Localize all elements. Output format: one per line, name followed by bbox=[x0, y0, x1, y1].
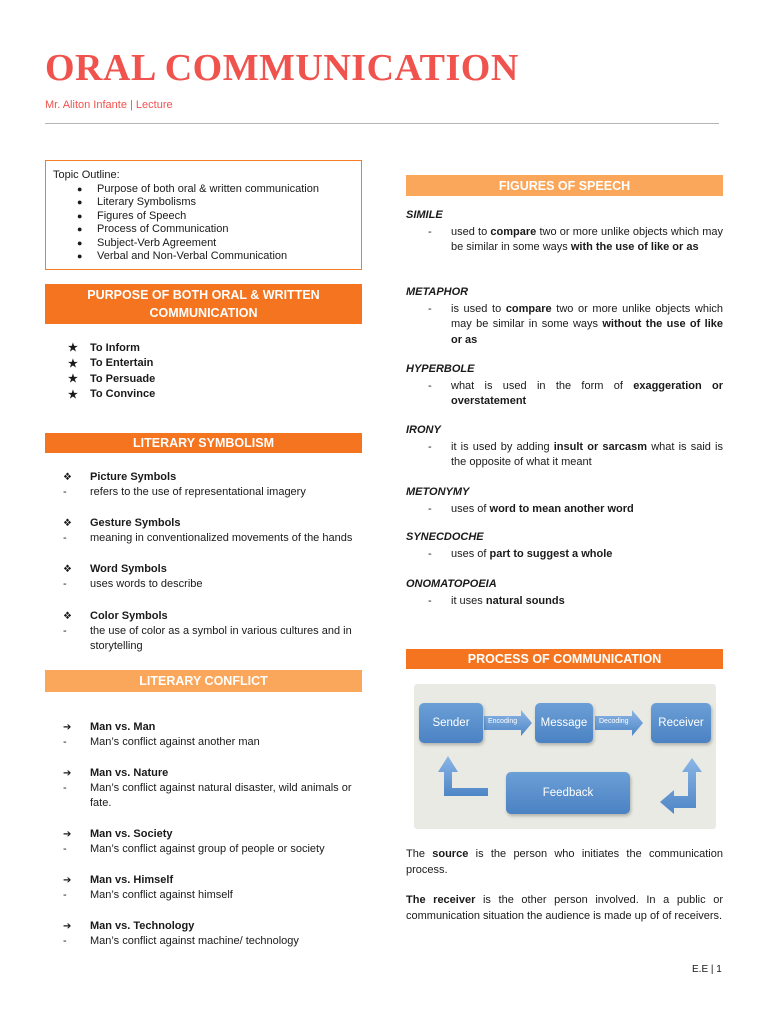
list-item: ● Subject-Verb Agreement bbox=[77, 237, 353, 251]
list-item: ★ To Inform bbox=[68, 341, 140, 355]
topic-outline-label: Topic Outline: bbox=[53, 169, 120, 181]
topic-outline-box bbox=[45, 160, 362, 270]
list-item: ★ To Entertain bbox=[68, 357, 154, 370]
symbol-entry: ❖ Gesture Symbols - meaning in conventionalized movements of the hands bbox=[63, 517, 353, 544]
list-item: ● Literary Symbolisms bbox=[77, 196, 353, 210]
symbol-entry: ❖ Color Symbols - the use of color as a symbol in various cultures and in storytelling bbox=[63, 610, 352, 652]
conflict-heading: LITERARY CONFLICT bbox=[45, 670, 362, 692]
purpose-heading: PURPOSE OF BOTH ORAL & WRITTEN COMMUNICATION bbox=[45, 284, 362, 324]
conflict-entry: ➔ Man vs. Nature - Man’s conflict against natural disaster, wild animals or fate. bbox=[63, 767, 352, 809]
star-icon: ★ bbox=[68, 357, 78, 370]
figure-metonymy: METONYMY - uses of word to mean another word bbox=[406, 486, 634, 515]
conflict-entry: ➔ Man vs. Man - Man’s conflict against another man bbox=[63, 721, 260, 748]
page-number: E.E | 1 bbox=[692, 964, 722, 975]
figure-synecdoche: SYNECDOCHE - uses of part to suggest a whole bbox=[406, 531, 613, 560]
arrow-right-icon: ➔ bbox=[63, 875, 72, 886]
figure-onomatopoeia: ONOMATOPOEIA - it uses natural sounds bbox=[406, 578, 565, 607]
symbol-entry: ❖ Word Symbols - uses words to describe bbox=[63, 563, 203, 590]
figures-heading: FIGURES OF SPEECH bbox=[406, 175, 723, 196]
list-item: ● Verbal and Non-Verbal Communication bbox=[77, 250, 353, 264]
header-divider bbox=[45, 123, 719, 124]
left-feedback-arrow bbox=[438, 756, 488, 796]
sender-box: Sender bbox=[419, 703, 483, 743]
feedback-box: Feedback bbox=[506, 772, 630, 814]
topic-outline-list bbox=[77, 183, 353, 264]
list-item: ● Process of Communication bbox=[77, 223, 353, 237]
conflict-entry: ➔ Man vs. Society - Man’s conflict against group of people or society bbox=[63, 828, 325, 855]
figure-simile: SIMILE - used to compare two or more unlike objects which may be similar in some ways with the use of like or as bbox=[406, 209, 724, 253]
list-item: ★ To Persuade bbox=[68, 372, 156, 386]
list-item: ● Purpose of both oral & written communication bbox=[77, 183, 353, 197]
arrow-right-icon: ➔ bbox=[63, 768, 72, 779]
document-subtitle: Mr. Aliton Infante | Lecture bbox=[45, 99, 173, 111]
figure-hyperbole: HYPERBOLE - what is used in the form of exaggeration or overstatement bbox=[406, 363, 723, 407]
conflict-entry: ➔ Man vs. Himself - Man’s conflict against himself bbox=[63, 874, 233, 901]
star-icon: ★ bbox=[68, 388, 78, 401]
figure-irony: IRONY - it is used by adding insult or sarcasm what is said is the opposite of what it meant bbox=[406, 424, 724, 468]
diamond-bullet-icon: ❖ bbox=[63, 564, 72, 575]
symbol-entry: ❖ Picture Symbols - refers to the use of representational imagery bbox=[63, 471, 306, 498]
list-item: ★ To Convince bbox=[68, 388, 156, 401]
arrow-right-icon: ➔ bbox=[63, 921, 72, 932]
star-icon: ★ bbox=[68, 373, 78, 386]
communication-diagram bbox=[414, 684, 716, 829]
star-icon: ★ bbox=[68, 342, 78, 355]
conflict-entry: ➔ Man vs. Technology - Man’s conflict against machine/ technology bbox=[63, 920, 299, 947]
arrow-right-icon: ➔ bbox=[63, 722, 72, 733]
receiver-box: Receiver bbox=[651, 703, 711, 743]
right-feedback-arrow bbox=[660, 758, 702, 814]
diamond-bullet-icon: ❖ bbox=[63, 518, 72, 529]
encoding-label: Encoding bbox=[488, 718, 518, 725]
process-heading: PROCESS OF COMMUNICATION bbox=[406, 649, 723, 669]
receiver-paragraph: The receiver is the other person involved. In a public or communication situation the audience is made up of of receivers. bbox=[406, 894, 723, 922]
document-title: ORAL COMMUNICATION bbox=[45, 47, 519, 89]
diamond-bullet-icon: ❖ bbox=[63, 472, 72, 483]
symbolism-heading: LITERARY SYMBOLISM bbox=[45, 433, 362, 453]
source-paragraph: The source is the person who initiates the communication process. bbox=[406, 848, 723, 876]
arrow-right-icon: ➔ bbox=[63, 829, 72, 840]
list-item: ● Figures of Speech bbox=[77, 210, 353, 224]
decoding-label: Decoding bbox=[599, 718, 629, 725]
diamond-bullet-icon: ❖ bbox=[63, 611, 72, 622]
message-box: Message bbox=[535, 703, 593, 743]
figure-metaphor: METAPHOR - is used to compare two or more unlike objects which may be similar in some ways without the use of like or as bbox=[406, 286, 724, 346]
purpose-list bbox=[45, 340, 362, 402]
